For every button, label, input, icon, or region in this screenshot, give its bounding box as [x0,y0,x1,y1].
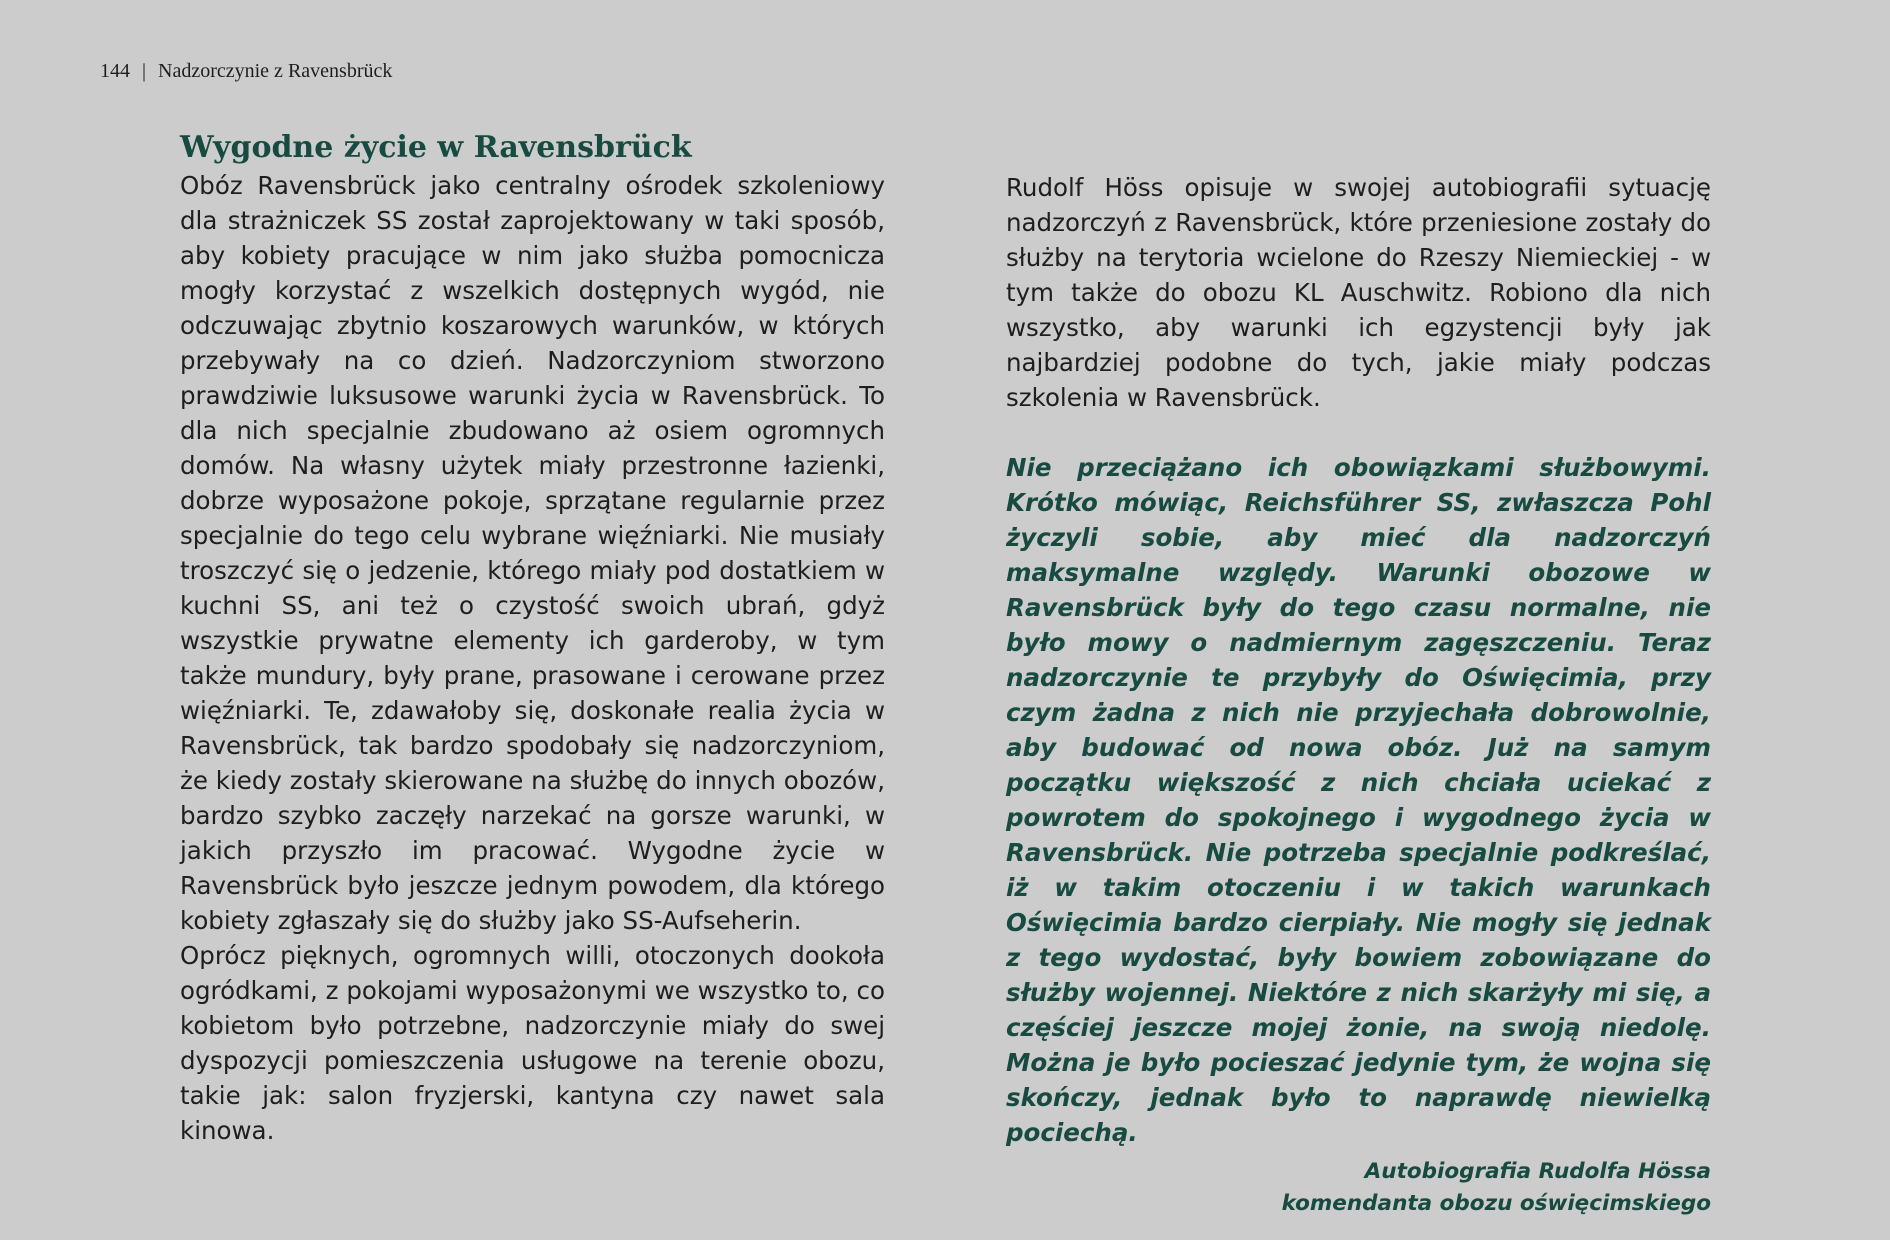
running-head [100,60,392,83]
right-paragraph-1: Rudolf Höss opisuje w swojej autobiografii sytuację nadzorczyń z Ravensbrück, które przeniesione zostały do służby na terytoria wcielone do Rzeszy Niemieckiej - w tym także do obozu KL Auschwitz. Robiono dla nich wszystko, aby warunki ich egzystencji były jak najbardziej podobne do tych, jakie miały podczas szkolenia w Ravensbrück. [1006,173,1711,412]
block-quote: Nie przeciążano ich obowiązkami służbowymi. Krótko mówiąc, Reichsführer SS, zwłaszcza Pohl życzyli sobie, aby mieć dla nadzorczyń maksymalne względy. Warunki obozowe w Ravensbrück były do tego czasu normalne, nie było mowy o nadmiernym zagęszczeniu. Teraz nadzorczynie te przybyły do Oświęcimia, przy czym żadna z nich nie przyjechała dobrowolnie, aby budować od nowa obóz. Już na samym początku większość z nich chciała uciekać z powrotem do spokojnego i wygodnego życia w Ravensbrück. Nie potrzeba specjalnie podkreślać, iż w takim otoczeniu i w takich warunkach Oświęcimia bardzo cierpiały. Nie mogły się jednak z tego wydostać, były bowiem zobowiązane do służby wojennej. Niektóre z nich skarżyły mi się, a częściej jeszcze mojej żonie, na swoją niedolę. Można je było pocieszać jedynie tym, że wojna się skończy, jednak było to naprawdę niewielką pociechą. [1006,453,1711,1147]
left-paragraph-1: Obóz Ravensbrück jako centralny ośrodek szkoleniowy dla strażniczek SS został zaprojektowany w taki sposób, aby kobiety pracujące w nim jako służba pomocnicza mogły korzystać z wszelkich dostępnych wygód, nie odczuwając zbytnio koszarowych warunków, w których przebywały na co dzień. Nadzorczyniom stworzono prawdziwie luksusowe warunki życia w Ravensbrück. To dla nich specjalnie zbudowano aż osiem ogromnych domów. Na własny użytek miały przestronne łazienki, dobrze wyposażone pokoje, sprzątane regularnie przez specjalnie do tego celu wybrane więźniarki. Nie musiały troszczyć się o jedzenie, którego miały pod dostatkiem w kuchni SS, ani też o czystość swoich ubrań, gdyż wszystkie prywatne elementy ich garderoby, w tym także mundury, były prane, prasowane i cerowane przez więźniarki. Te, zdawałoby się, doskonałe realia życia w Ravensbrück, tak bardzo spodobały się nadzorczyniom, że kiedy zostały skierowane na służbę do innych obozów, bardzo szybko zaczęły narzekać na gorsze warunki, w jakich przyszło im pracować. Wygodne życie w Ravensbrück było jeszcze jednym powodem, dla którego kobiety zgłaszały się do służby jako SS-Aufseherin. [180,171,885,935]
book-title: Nadzorczynie z Ravensbrück [158,60,393,82]
quote-source-line-1: Autobiografia Rudolfa Hössa [1364,1159,1711,1184]
page-number: 144 [100,60,130,82]
quote-source-line-2: komendanta obozu oświęcimskiego [1281,1191,1711,1216]
left-paragraph-2: Oprócz pięknych, ogromnych willi, otoczonych dookoła ogródkami, z pokojami wyposażonymi we wszystko to, co kobietom było potrzebne, nadzorczynie miały do swej dyspozycji pomieszczenia usługowe na terenie obozu, takie jak: salon fryzjerski, kantyna czy nawet sala kinowa. [180,941,885,1145]
header-separator: | [142,60,147,82]
quote-source [1006,1156,1711,1220]
left-column [180,128,885,1148]
section-title: Wygodne życie w Ravensbrück [180,130,692,165]
right-column [1006,170,1711,1220]
